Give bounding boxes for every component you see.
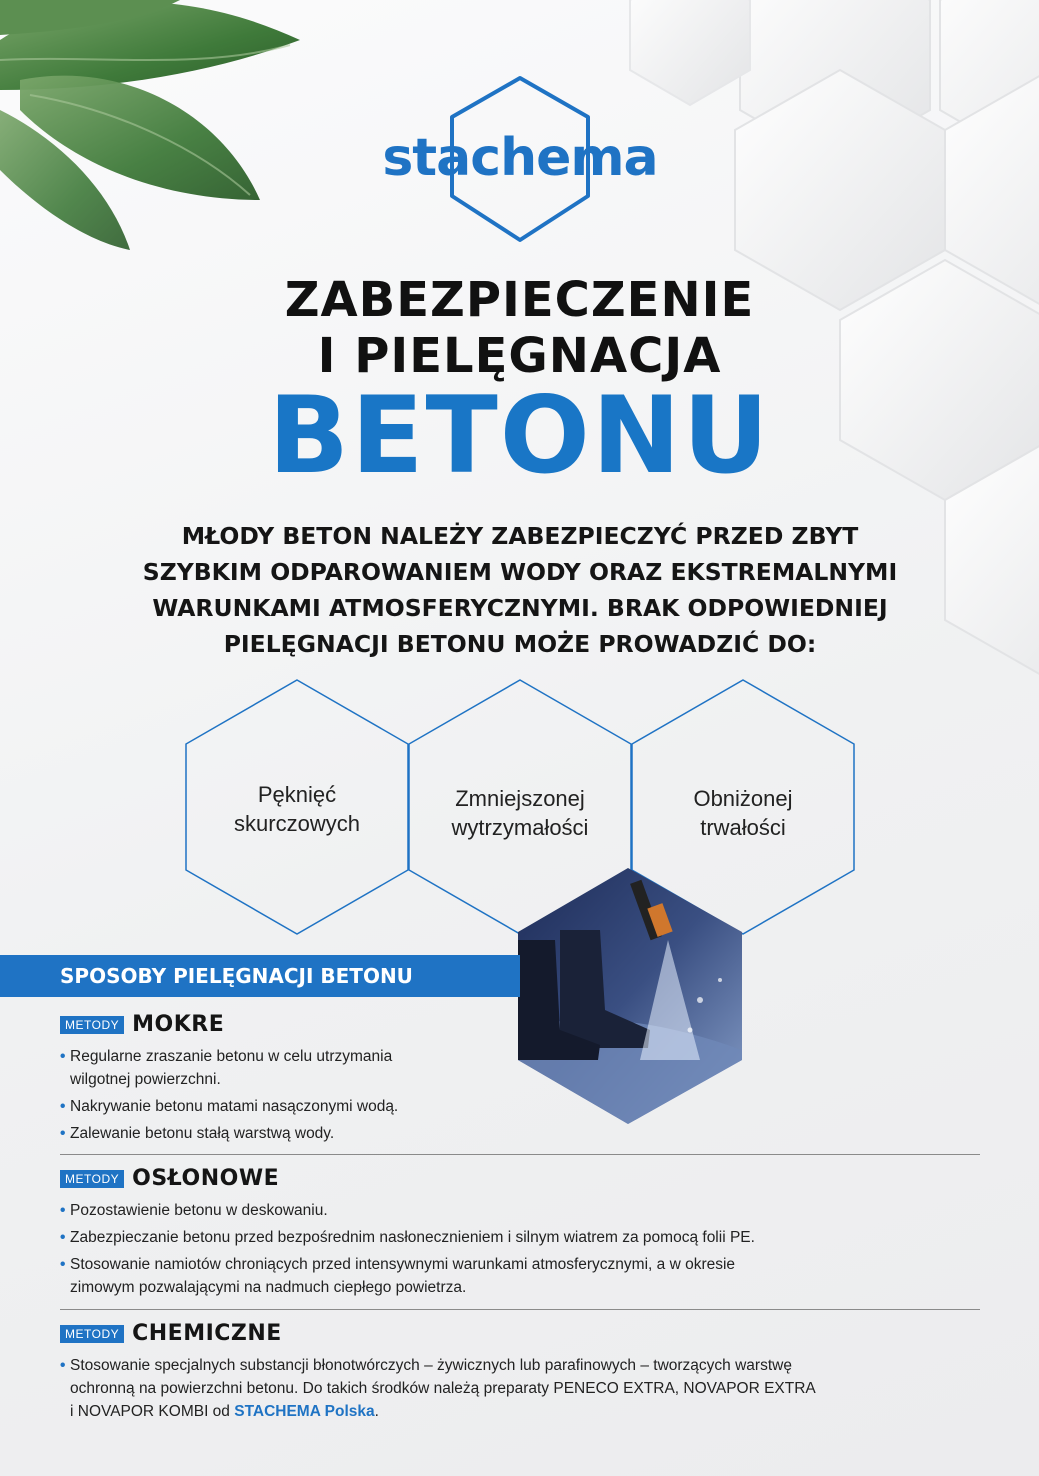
divider <box>60 1154 980 1155</box>
list-item: • Stosowanie specjalnych substancji błonotwórczych – żywicznych lub parafinowych – tworzących warstwę ochronną na powierzchni betonu. Do takich środków należą preparaty PENECO EXTRA, NOVAPOR EXTRA i NOVAPOR KOMBI od STACHEMA Polska. <box>60 1354 816 1423</box>
method-tag: METODY <box>60 1016 124 1034</box>
method-heading-chemical <box>60 1321 282 1346</box>
list-item: • Zalewanie betonu stałą warstwą wody. <box>60 1122 398 1145</box>
hex-label-cracks: Pęknięć skurczowych <box>234 782 360 836</box>
method-name: OSŁONOWE <box>132 1166 280 1191</box>
brand-link-text: STACHEMA Polska <box>234 1403 375 1420</box>
method-list-wet <box>60 1045 398 1149</box>
method-tag: METODY <box>60 1170 124 1188</box>
method-name: CHEMICZNE <box>132 1321 282 1346</box>
hex-label-strength: Zmniejszonej wytrzymałości <box>451 786 589 840</box>
intro-line: PIELĘGNACJI BETONU MOŻE PROWADZIĆ DO: <box>223 630 817 658</box>
intro-paragraph <box>100 518 940 662</box>
intro-line: MŁODY BETON NALEŻY ZABEZPIECZYĆ PRZED ZBYT <box>181 522 859 550</box>
leaf-decoration <box>0 0 300 250</box>
hex-label-durability: Obniżonej trwałości <box>693 786 793 840</box>
method-heading-protective <box>60 1166 279 1191</box>
list-item: • Pozostawienie betonu w deskowaniu. <box>60 1199 755 1222</box>
title-big: BETONU <box>268 374 771 497</box>
title-line-2: I PIELĘGNACJA <box>317 328 722 384</box>
list-item: • Stosowanie namiotów chroniących przed intensywnymi warunkami atmosferycznymi, a w okresie zimowym pozwalającymi na nadmuch ciepłego powietrza. <box>60 1253 755 1299</box>
list-item: • Zabezpieczanie betonu przed bezpośrednim nasłonecznieniem i silnym wiatrem za pomocą folii PE. <box>60 1226 755 1249</box>
list-item: • Regularne zraszanie betonu w celu utrzymania wilgotnej powierzchni. <box>60 1045 398 1091</box>
method-name: MOKRE <box>132 1012 225 1037</box>
method-list-chemical <box>60 1354 816 1427</box>
intro-line: WARUNKAMI ATMOSFERYCZNYMI. BRAK ODPOWIEDNIEJ <box>152 594 888 622</box>
divider <box>60 1309 980 1310</box>
method-tag: METODY <box>60 1325 124 1343</box>
section-title-band: SPOSOBY PIELĘGNACJI BETONU <box>0 955 520 997</box>
photo-pressure-washer <box>510 860 750 1130</box>
intro-line: SZYBKIM ODPAROWANIEM WODY ORAZ EKSTREMALNYMI <box>142 558 898 586</box>
method-list-protective <box>60 1199 755 1303</box>
title-line-1: ZABEZPIECZENIE <box>284 272 755 328</box>
list-item: • Nakrywanie betonu matami nasączonymi wodą. <box>60 1095 398 1118</box>
brand-logo: stachema <box>382 128 658 188</box>
method-heading-wet <box>60 1012 224 1037</box>
